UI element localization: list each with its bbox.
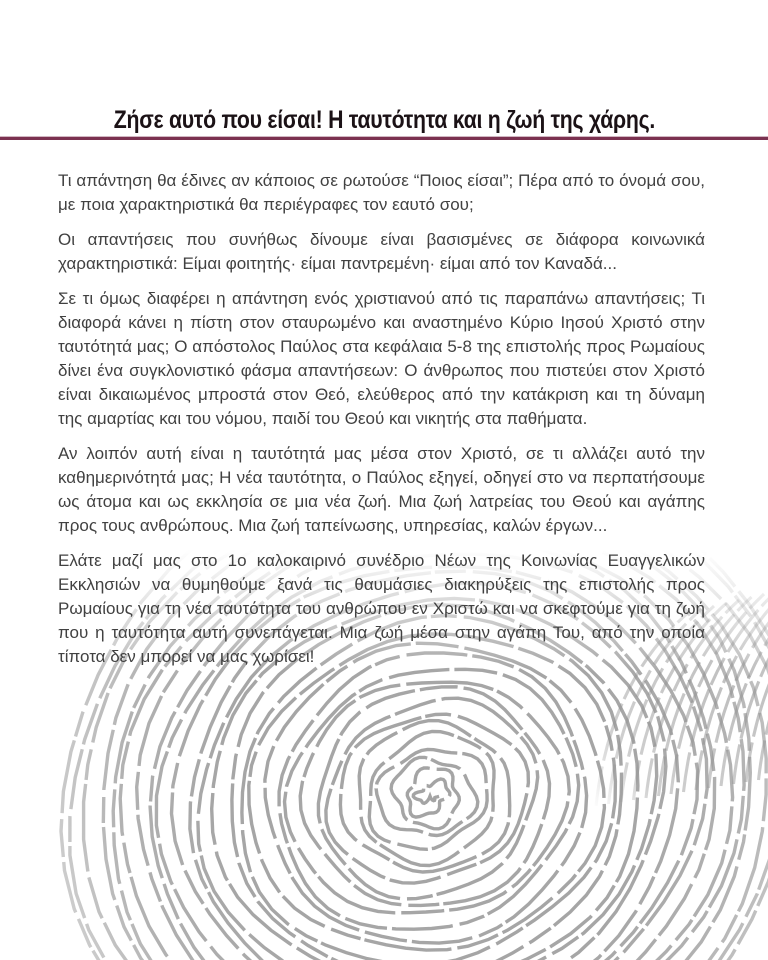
paragraph: Τι απάντηση θα έδινες αν κάποιος σε ρωτούσε “Ποιος είσαι”; Πέρα από το όνομά σου, με ποια χαρακτηριστικά θα περιέγραφες τον εαυτό σου; — [58, 171, 705, 214]
title-underline — [0, 137, 768, 140]
header — [0, 106, 768, 135]
paragraph: Οι απαντήσεις που συνήθως δίνουμε είναι βασισμένες σε διάφορα κοινωνικά χαρακτηριστικά: Είμαι φοιτητής· είμαι παντρεμένη· είμαι από τον Καναδά... — [58, 230, 705, 273]
paragraph: Αν λοιπόν αυτή είναι η ταυτότητά μας μέσα στον Χριστό, σε τι αλλάζει αυτό την καθημερινότητά μας; Η νέα ταυτότητα, ο Παύλος εξηγεί, οδηγεί στο να περπατήσουμε ως άτομα και ως εκκλησία σε μια νέα ζωή. Μια ζωή λατρείας του Θεού και αγάπης προς τους ανθρώπους. Μια ζωή ταπείνωσης, υπηρεσίας, καλών έργων... — [58, 444, 705, 535]
page-title: Ζήσε αυτό που είσαι! Η ταυτότητα και η ζωή της χάρης. — [113, 106, 655, 134]
body-text — [58, 169, 705, 669]
paragraph: Ελάτε μαζί μας στο 1ο καλοκαιρινό συνέδριο Νέων της Κοινωνίας Ευαγγελικών Εκκλησιών να θυμηθούμε ξανά τις θαυμάσιες διακηρύξεις της επιστολής προς Ρωμαίους για τη νέα ταυτότητα του ανθρώπου εν Χριστώ και να σκεφτούμε για τη ζωή που η ταυτότητα αυτή συνεπάγεται. Μια ζωή μέσα στην αγάπη Του, από την οποία τίποτα δεν μπορεί να μας χωρίσει! — [58, 551, 705, 666]
paragraph: Σε τι όμως διαφέρει η απάντηση ενός χριστιανού από τις παραπάνω απαντήσεις; Τι διαφορά κάνει η πίστη στον σταυρωμένο και αναστημένο Κύριο Ιησού Χριστό στην ταυτότητά μας; Ο απόστολος Παύλος στα κεφάλαια 5-8 της επιστολής προς Ρωμαίους δίνει ένα συγκλονιστικό φάσμα απαντήσεων: Ο άνθρωπος που πιστεύει στον Χριστό είναι δικαιωμένος μπροστά στον Θεό, ελεύθερος από την κατάκριση και τη δύναμη της αμαρτίας και του νόμου, παιδί του Θεού και νικητής στα παθήματα. — [58, 289, 705, 428]
